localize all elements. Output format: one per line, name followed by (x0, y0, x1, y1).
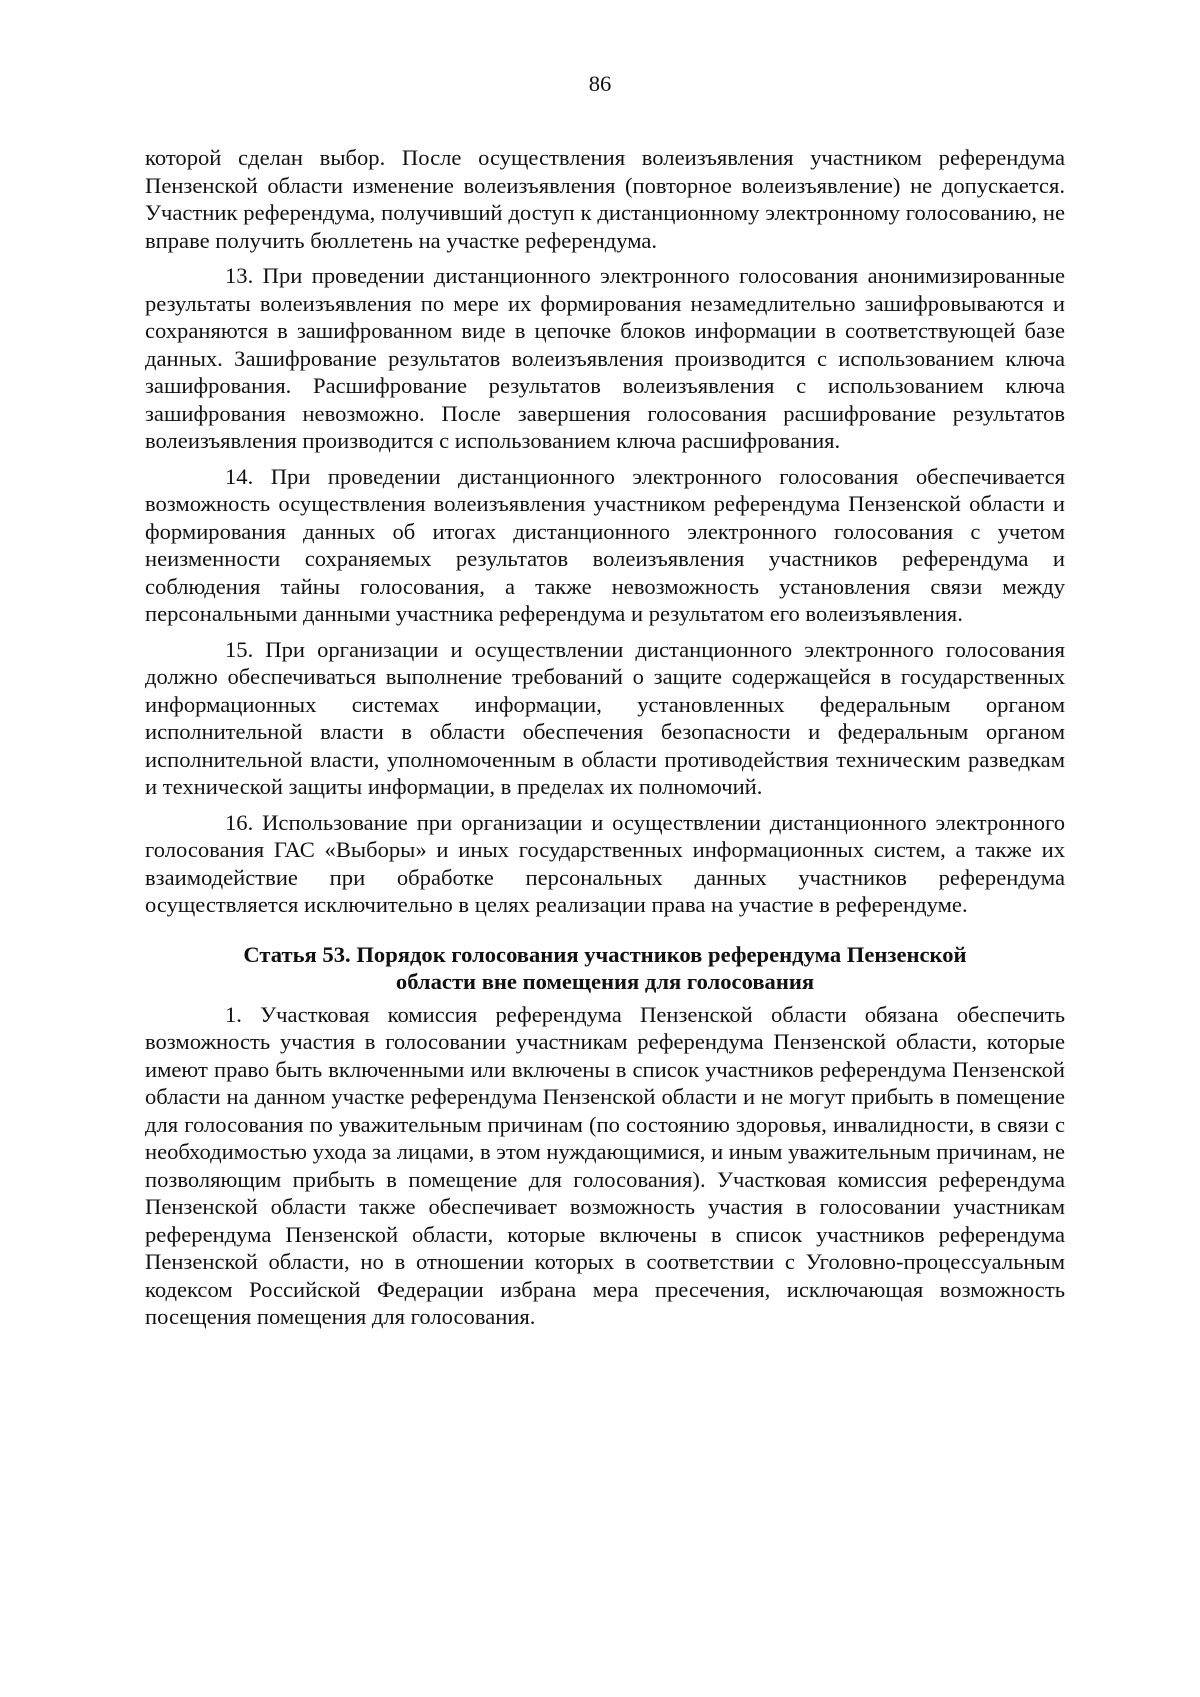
article-heading (145, 941, 1065, 995)
paragraph-item-14: 14. При проведении дистанционного электронного голосования обеспечивается возможность осуществления волеизъявления участником референдума Пензенской области и формирования данных об итогах дистанционного электронного голосования с учетом неизменности сохраняемых результатов волеизъявления участников референдума и соблюдения тайны голосования, а также невозможность установления связи между персональными данными участника референдума и результатом его волеизъявления. (145, 463, 1065, 626)
paragraph-item-16: 16. Использование при организации и осуществлении дистанционного электронного голосования ГАС «Выборы» и иных государственных информационных систем, а также их взаимодействие при обработке персональных данных участников референдума осуществляется исключительно в целях реализации права на участие в референдуме. (145, 809, 1065, 917)
paragraph-item-13: 13. При проведении дистанционного электронного голосования анонимизированные результаты волеизъявления по мере их формирования незамедлительно зашифровываются и сохраняются в зашифрованном виде в цепочке блоков информации в соответствующей базе данных. Зашифрование результатов волеизъявления производится с использованием ключа зашифрования. Расшифрование результатов волеизъявления с использованием ключа зашифрования невозможно. После завершения голосования расшифрование результатов волеизъявления производится с использованием ключа расшифрования. (145, 263, 1065, 453)
article-heading-line-1: Статья 53. Порядок голосования участников референдума Пензенской (243, 941, 967, 967)
document-body (145, 144, 1065, 1331)
paragraph-article-53-item-1: 1. Участковая комиссия референдума Пензенской области обязана обеспечить возможность участия в голосовании участникам референдума Пензенской области, которые имеют право быть включенными или включены в список участников референдума Пензенской области на данном участке референдума Пензенской области и не могут прибыть в помещение для голосования по уважительным причинам (по состоянию здоровья, инвалидности, в связи с необходимостью ухода за лицами, в этом нуждающимися, и иным уважительным причинам, не позволяющим прибыть в помещение для голосования). Участковая комиссия референдума Пензенской области также обеспечивает возможность участия в голосовании участникам референдума Пензенской области, которые включены в список участников референдума Пензенской области, но в отношении которых в соответствии с Уголовно-процессуальным кодексом Российской Федерации избрана мера пресечения, исключающая возможность посещения помещения для голосования. (145, 1001, 1065, 1329)
page-number: 86 (588, 71, 612, 96)
article-heading-line-2: области вне помещения для голосования (395, 968, 815, 994)
paragraph-item-15: 15. При организации и осуществлении дистанционного электронного голосования должно обеспечиваться выполнение требований о защите содержащейся в государственных информационных системах информации, установленных федеральным органом исполнительной власти в области обеспечения безопасности и федеральным органом исполнительной власти, уполномоченным в области противодействия техническим разведкам и технической защиты информации, в пределах их полномочий. (145, 636, 1065, 799)
paragraph-continuation: которой сделан выбор. После осуществления волеизъявления участником референдума Пензенской области изменение волеизъявления (повторное волеизъявление) не допускается. Участник референдума, получивший доступ к дистанционному электронному голосованию, не вправе получить бюллетень на участке референдума. (145, 145, 1065, 253)
